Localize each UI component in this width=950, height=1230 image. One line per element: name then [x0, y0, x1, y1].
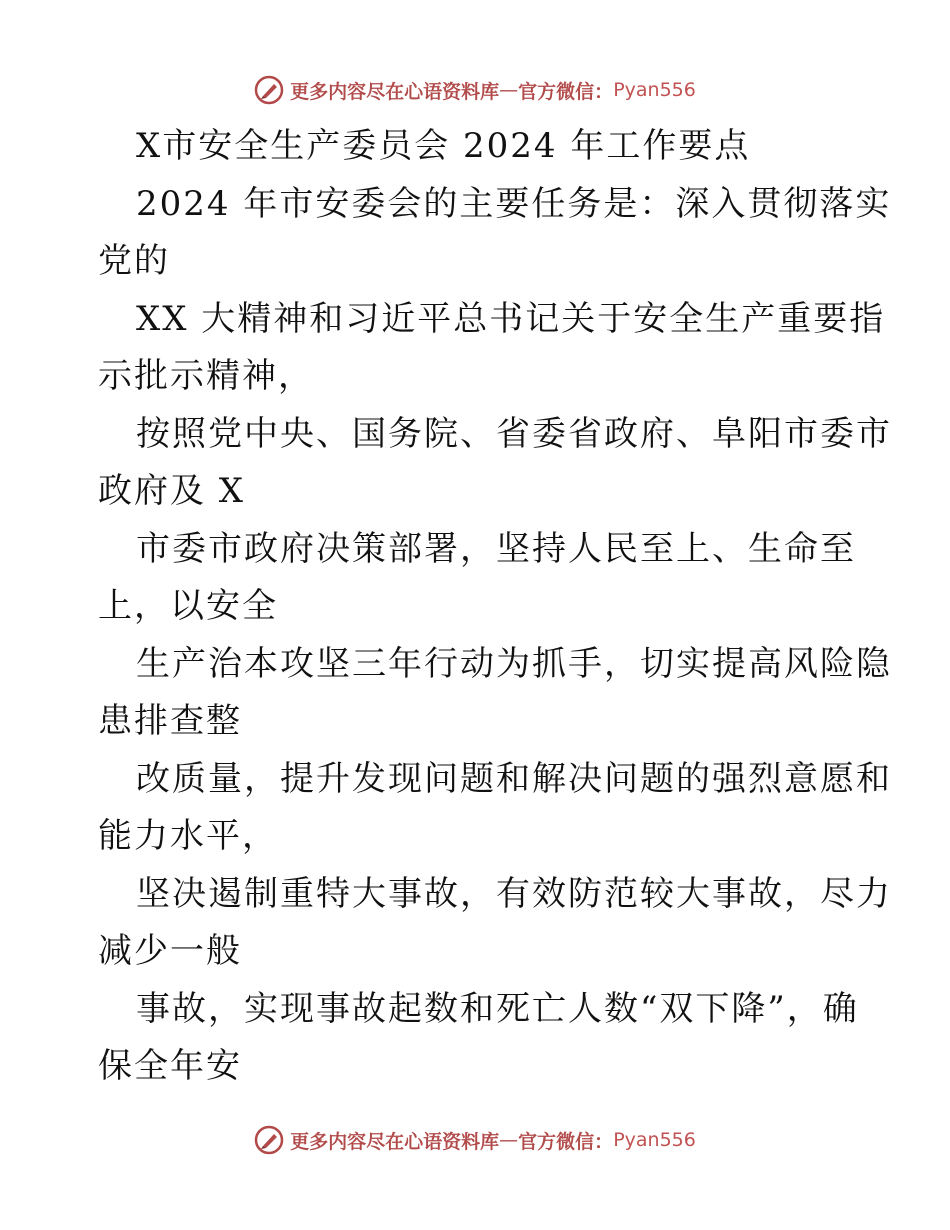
- footer-watermark: [0, 1120, 950, 1160]
- watermark-sub-text: 官方微信：: [518, 80, 614, 103]
- paragraph-line: 上，以安全: [98, 586, 278, 626]
- document-body: [98, 118, 892, 1096]
- pen-logo-icon: [254, 75, 284, 105]
- paragraph-line: XX 大精神和习近平总书记关于安全生产重要指: [136, 298, 886, 339]
- paragraph-line: 党的: [98, 241, 170, 281]
- paragraph-line: 坚决遏制重特大事故，有效防范较大事故，尽力: [136, 873, 892, 914]
- watermark-dash: —: [499, 79, 519, 101]
- watermark-sub-text: 官方微信：: [518, 1130, 614, 1153]
- paragraph-line: 患排查整: [98, 701, 242, 741]
- paragraph-line: 政府及 X: [98, 471, 246, 511]
- paragraph-line: 事故，实现事故起数和死亡人数“双下降”，确: [136, 988, 859, 1029]
- watermark-id: Pyan556: [613, 79, 696, 101]
- watermark-main-text: 更多内容尽在心语资料库: [290, 80, 500, 103]
- paragraph-line: 市委市政府决策部署，坚持人民至上、生命至: [136, 528, 856, 569]
- pen-logo-icon: [254, 1125, 284, 1155]
- paragraph-line: 保全年安: [98, 1046, 242, 1086]
- header-watermark: [0, 70, 950, 110]
- paragraph-line: 按照党中央、国务院、省委省政府、阜阳市委市: [136, 413, 892, 454]
- document-title: X市安全生产委员会 2024 年工作要点: [136, 126, 751, 166]
- watermark-main-text: 更多内容尽在心语资料库: [290, 1130, 500, 1153]
- paragraph-line: 生产治本攻坚三年行动为抓手，切实提高风险隐: [136, 643, 892, 684]
- watermark-id: Pyan556: [613, 1129, 696, 1151]
- watermark-dash: —: [499, 1129, 519, 1151]
- paragraph-line: 减少一般: [98, 931, 242, 971]
- paragraph-line: 示批示精神，: [98, 356, 314, 396]
- paragraph-line: 能力水平，: [98, 816, 278, 856]
- paragraph-line: 改质量，提升发现问题和解决问题的强烈意愿和: [136, 758, 892, 799]
- paragraph-line: 2024 年市安委会的主要任务是：深入贯彻落实: [136, 183, 892, 224]
